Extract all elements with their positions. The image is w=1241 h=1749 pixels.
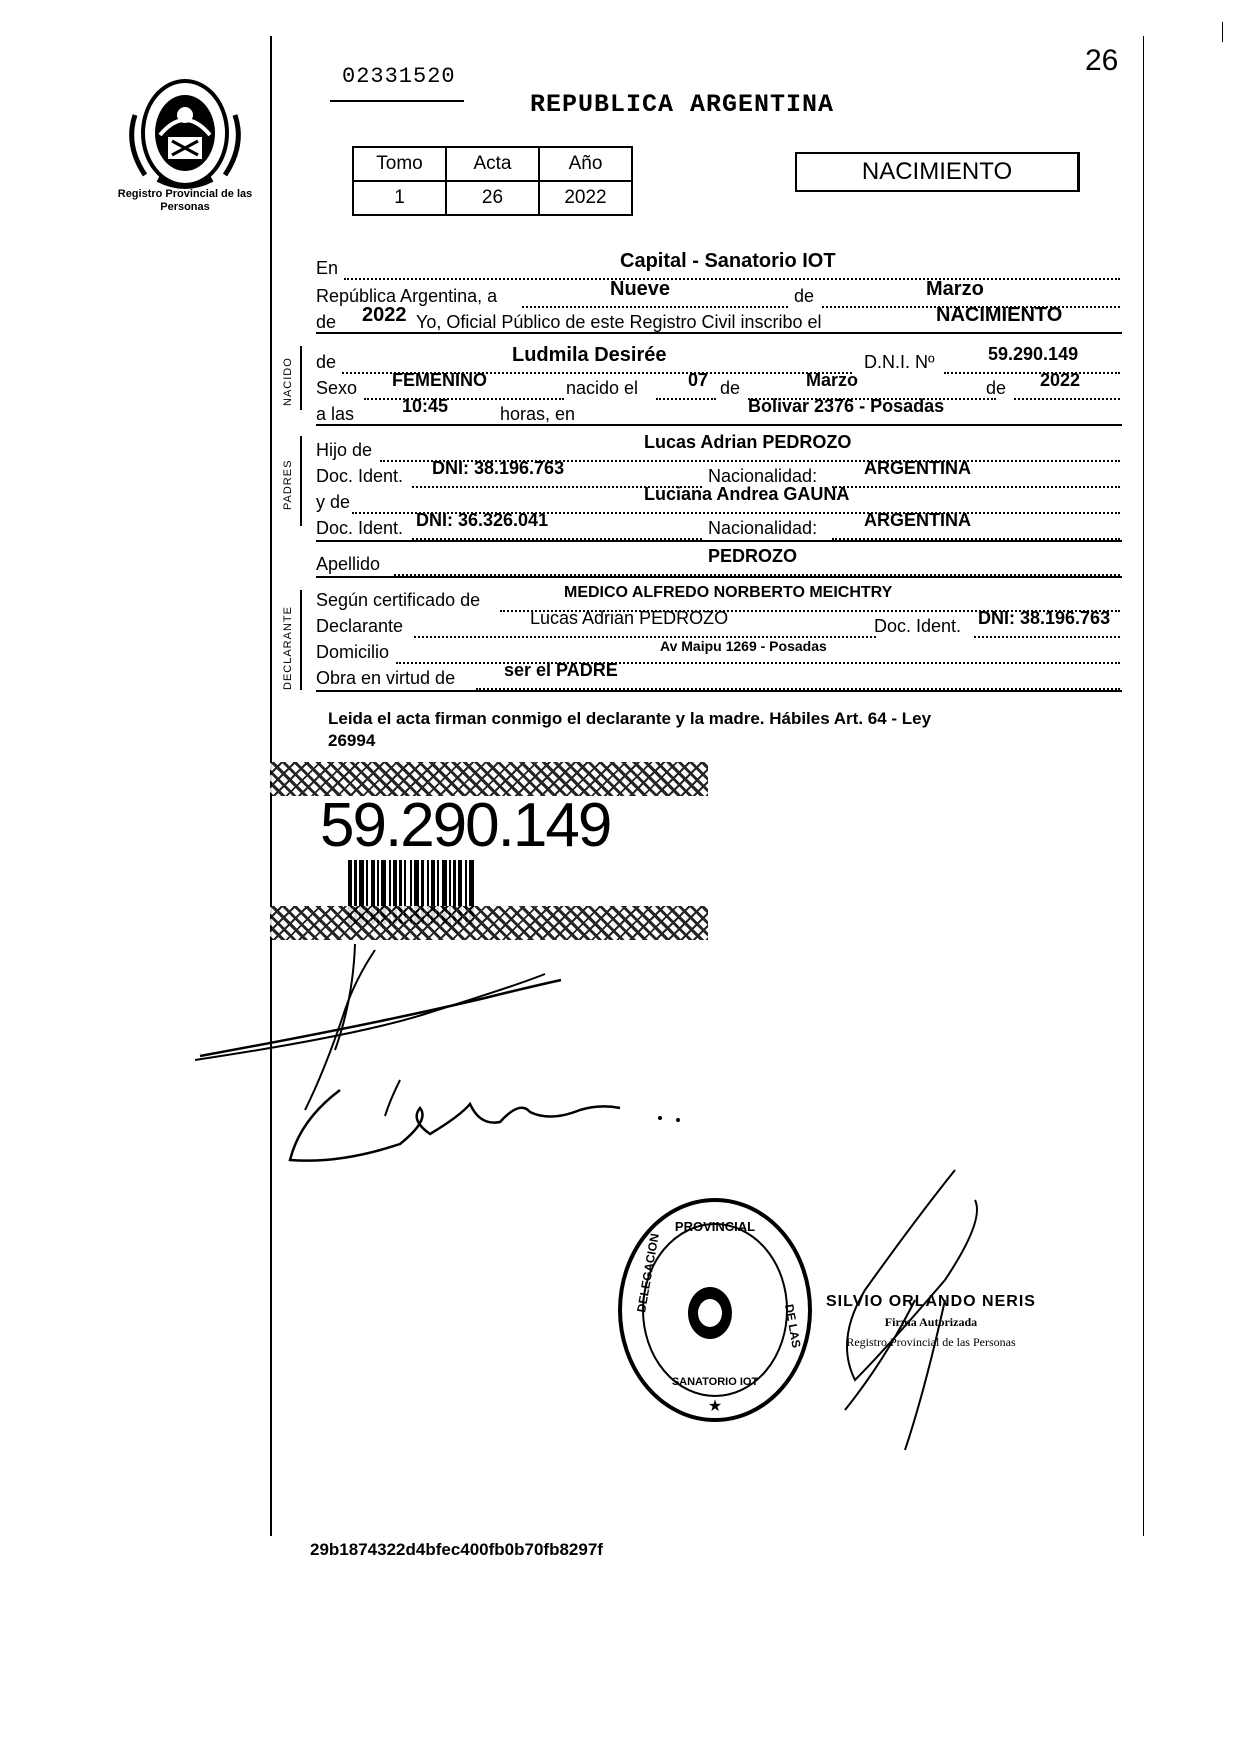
de-label: de <box>316 352 337 372</box>
register-value-ano: 2022 <box>539 181 632 215</box>
row-address <box>316 640 1120 664</box>
svg-text:★: ★ <box>707 1396 723 1415</box>
svg-text:PROVINCIAL: PROVINCIAL <box>674 1219 756 1234</box>
id-number-large: 59.290.149 <box>320 791 611 860</box>
act-type-box: NACIMIENTO <box>795 152 1080 192</box>
de-label: de <box>720 378 741 398</box>
row-capacity <box>316 660 1120 690</box>
officer-block <box>826 1292 1036 1352</box>
born-on-label: nacido el <box>566 378 639 398</box>
register-table <box>352 146 633 216</box>
edge-mark <box>1222 22 1223 42</box>
dni-label: D.N.I. Nº <box>864 352 935 372</box>
page-number: 26 <box>1085 44 1119 77</box>
mother-name: Luciana Andrea GAUNA <box>644 484 850 504</box>
row-place <box>316 250 1120 280</box>
register-value-acta: 26 <box>446 181 539 215</box>
inscribe-text: Yo, Oficial Público de este Registro Civil inscribo el <box>416 312 822 332</box>
mother-label: y de <box>316 492 351 512</box>
register-header-tomo: Tomo <box>353 147 446 181</box>
time-label: a las <box>316 404 355 424</box>
mother-doc: DNI: 36.326.041 <box>416 510 549 530</box>
surname-label: Apellido <box>316 554 381 574</box>
registry-stamp-seal <box>615 1195 815 1425</box>
certificate-value: MEDICO ALFREDO NORBERTO MEICHTRY <box>564 584 893 601</box>
father-nationality: ARGENTINA <box>864 458 971 478</box>
register-value-tomo: 1 <box>353 181 446 215</box>
country-title: REPUBLICA ARGENTINA <box>530 90 835 119</box>
doc-label: Doc. Ident. <box>316 518 404 538</box>
row-year <box>316 304 1120 334</box>
event-value: NACIMIENTO <box>936 304 1063 326</box>
register-header-acta: Acta <box>446 147 539 181</box>
agency-caption: Registro Provincial de las Personas <box>117 188 253 213</box>
province-emblem-logo <box>120 75 250 195</box>
document-hash: 29b1874322d4bfec400fb0b70fb8297f <box>310 1540 603 1559</box>
declarant-name: Lucas Adrian PEDROZO <box>530 608 729 628</box>
month-value: Marzo <box>926 278 984 300</box>
republic-label: República Argentina, a <box>316 286 498 306</box>
de-year-label: de <box>316 312 337 332</box>
mother-signature <box>280 1060 700 1180</box>
born-day: 07 <box>688 370 709 390</box>
de-label: de <box>794 286 815 306</box>
svg-text:SANATORIO IOT: SANATORIO IOT <box>671 1376 759 1388</box>
year-value: 2022 <box>362 304 407 326</box>
father-label: Hijo de <box>316 440 373 460</box>
capacity-value: ser el PADRE <box>504 660 618 680</box>
section-rule <box>316 424 1122 426</box>
row-time <box>316 396 1120 426</box>
officer-role: Firma Autorizada <box>884 1315 978 1329</box>
register-value-row <box>353 181 632 215</box>
nationality-label: Nacionalidad: <box>708 466 818 486</box>
nationality-label: Nacionalidad: <box>708 518 818 538</box>
certificate-label: Según certificado de <box>316 590 481 610</box>
mother-nationality: ARGENTINA <box>864 510 971 530</box>
closing-line-2: 26994 <box>328 731 376 750</box>
declarant-section-label: DECLARANTE <box>282 606 294 690</box>
svg-text:DELEGACION: DELEGACION <box>634 1232 662 1314</box>
sex-value: FEMENINO <box>392 370 488 390</box>
declarant-label: Declarante <box>316 616 404 636</box>
born-year: 2022 <box>1040 370 1081 390</box>
birth-place: Bolivar 2376 - Posadas <box>748 396 945 416</box>
time-value: 10:45 <box>402 396 449 416</box>
row-surname <box>316 546 1120 576</box>
officer-agency: Registro Provincial de las Personas <box>846 1335 1016 1349</box>
declarant-doc: DNI: 38.196.763 <box>978 608 1111 628</box>
father-name: Lucas Adrian PEDROZO <box>644 432 852 452</box>
parents-section-label: PADRES <box>282 459 294 510</box>
father-doc: DNI: 38.196.763 <box>432 458 565 478</box>
section-rule <box>316 690 1122 692</box>
surname-value: PEDROZO <box>708 546 798 566</box>
closing-line-1: Leida el acta firman conmigo el declarante y la madre. Hábiles Art. 64 - Ley <box>328 709 932 728</box>
serial-underline <box>330 100 464 102</box>
row-declarant <box>316 608 1120 638</box>
sex-label: Sexo <box>316 378 358 398</box>
child-dni: 59.290.149 <box>988 344 1079 364</box>
de-label: de <box>986 378 1007 398</box>
section-rule <box>316 332 1122 334</box>
register-header-row <box>353 147 632 181</box>
row-mother-doc <box>316 510 1120 540</box>
serial-number: 02331520 <box>342 64 456 89</box>
register-header-ano: Año <box>539 147 632 181</box>
en-label: En <box>316 258 339 278</box>
svg-text:DE LAS: DE LAS <box>782 1303 804 1349</box>
child-name: Ludmila Desirée <box>512 344 667 366</box>
place-label: horas, en <box>500 404 576 424</box>
doc-label: Doc. Ident. <box>874 616 962 636</box>
address-label: Domicilio <box>316 642 390 662</box>
section-rule <box>316 540 1122 542</box>
place-value: Capital - Sanatorio IOT <box>620 250 836 272</box>
section-bar <box>300 436 302 526</box>
doc-label: Doc. Ident. <box>316 466 404 486</box>
right-frame-line <box>1143 36 1144 1536</box>
officer-name: SILVIO ORLANDO NERIS <box>826 1293 1036 1310</box>
section-bar <box>300 346 302 410</box>
capacity-label: Obra en virtud de <box>316 668 456 688</box>
closing-text <box>328 708 1108 752</box>
address-value: Av Maipu 1269 - Posadas <box>660 638 827 654</box>
born-section-label: NACIDO <box>282 357 294 406</box>
section-rule <box>316 576 1122 578</box>
born-month: Marzo <box>806 370 859 390</box>
day-value: Nueve <box>610 278 671 300</box>
section-bar <box>300 590 302 690</box>
security-band-bottom <box>270 906 708 940</box>
